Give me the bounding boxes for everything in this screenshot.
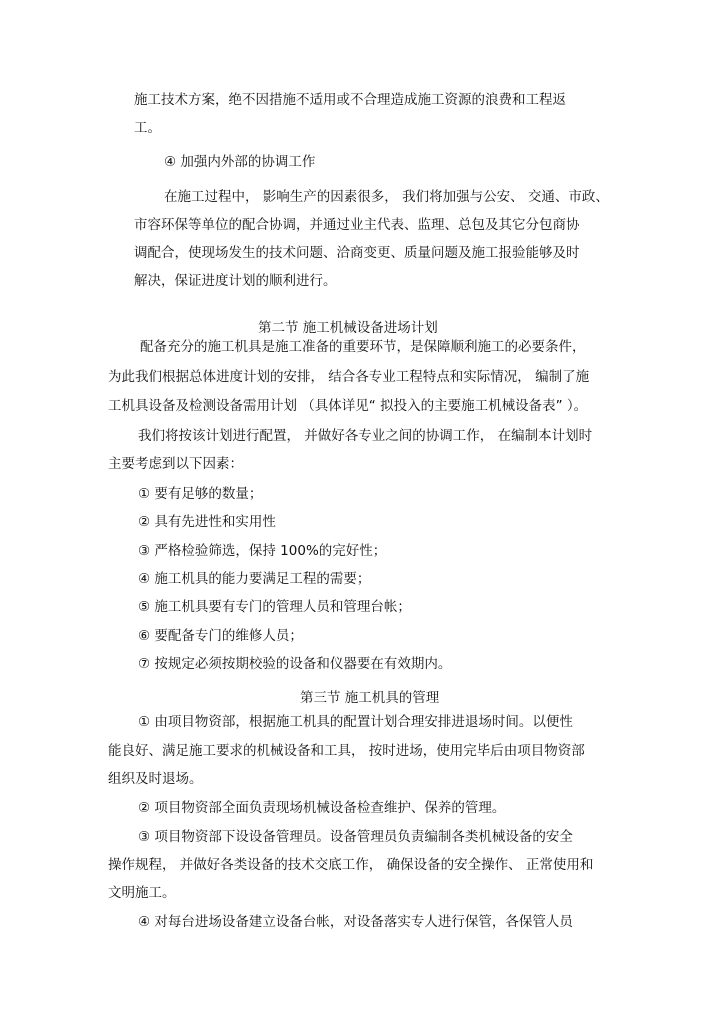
paragraph-line: 文明施工。 — [108, 885, 176, 901]
list-item: ① 要有足够的数量； — [138, 486, 263, 502]
paragraph-line: 市容环保等单位的配合协调，并通过业主代表、监理、总包及其它分包商协 — [134, 217, 580, 233]
paragraph-line: 组织及时退场。 — [108, 771, 203, 787]
paragraph-line: 主要考虑到以下因素： — [108, 456, 243, 472]
paragraph-line: 配备充分的施工机具是施工准备的重要环节，是保障顺利施工的必要条件， — [140, 339, 586, 355]
paragraph-line: ④ 对每台进场设备建立设备台帐，对设备落实专人进行保管，各保管人员 — [138, 914, 573, 930]
paragraph-line: 为此我们根据总体进度计划的安排， 结合各专业工程特点和实际情况， 编制了施 — [108, 369, 590, 385]
paragraph-line: 施工技术方案，绝不因措施不适用或不合理造成施工资源的浪费和工程返 — [134, 92, 566, 108]
list-item: ④ 施工机具的能力要满足工程的需要； — [138, 571, 371, 587]
paragraph-line: ③ 项目物资部下设设备管理员。设备管理员负责编制各类机械设备的安全 — [138, 829, 573, 845]
paragraph-line: ② 项目物资部全面负责现场机械设备检查维护、保养的管理。 — [138, 800, 506, 816]
section-heading: 第三节 施工机具的管理 — [300, 690, 440, 706]
paragraph-line: 工机具设备及检测设备需用计划 （具体详见“ 拟投入的主要施工机械设备表” ）。 — [108, 398, 588, 414]
list-item: ④ 加强内外部的协调工作 — [164, 154, 316, 170]
paragraph-line: 调配合，使现场发生的技术问题、洽商变更、质量问题及施工报验能够及时 — [134, 245, 580, 261]
paragraph-line: 能良好、满足施工要求的机械设备和工具， 按时进场，使用完毕后由项目物资部 — [108, 743, 585, 759]
section-heading: 第二节 施工机械设备进场计划 — [258, 320, 438, 336]
paragraph-line: 我们将按该计划进行配置， 并做好各专业之间的协调工作， 在编制本计划时 — [138, 428, 593, 444]
list-item: ⑦ 按规定必须按期校验的设备和仪器要在有效期内。 — [138, 656, 452, 672]
paragraph-line: ① 由项目物资部，根据施工机具的配置计划合理安排进退场时间。以便性 — [138, 714, 573, 730]
paragraph-line: 工。 — [134, 120, 161, 136]
list-item: ⑤ 施工机具要有专门的管理人员和管理台帐； — [138, 599, 411, 615]
paragraph-line: 操作规程， 并做好各类设备的技术交底工作， 确保设备的安全操作、 正常使用和 — [108, 857, 594, 873]
paragraph-line: 在施工过程中， 影响生产的因素很多， 我们将加强与公安、 交通、市政、 — [164, 189, 609, 205]
list-item: ③ 严格检验筛选，保持 100%的完好性； — [138, 543, 387, 559]
paragraph-line: 解决，保证进度计划的顺利进行。 — [134, 273, 337, 289]
list-item: ⑥ 要配备专门的维修人员； — [138, 628, 303, 644]
list-item: ② 具有先进性和实用性 — [138, 514, 276, 530]
